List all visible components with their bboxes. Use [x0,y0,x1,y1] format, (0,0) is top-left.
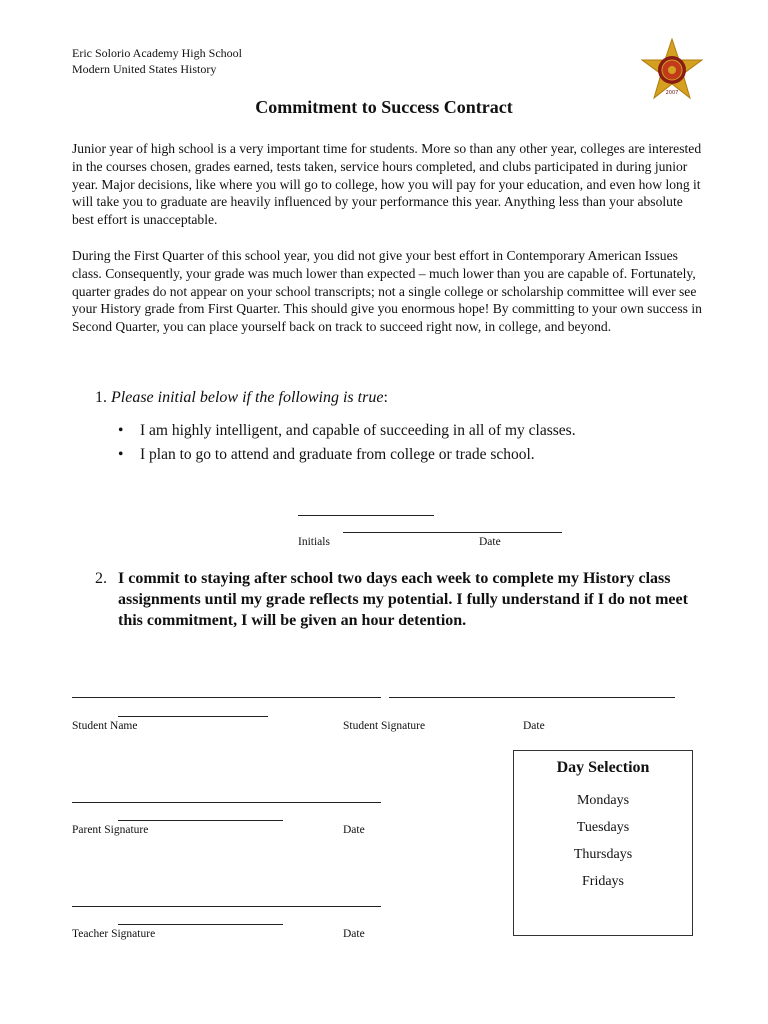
page-title: Commitment to Success Contract [255,97,513,117]
teacher-date-line[interactable] [118,924,283,925]
school-seal-logo [638,38,706,102]
bullet-item: • I am highly intelligent, and capable of succeeding in all of my classes. [118,419,576,443]
parent-date-label: Date [343,824,365,836]
school-name: Eric Solorio Academy High School [72,46,242,60]
day-selection-title: Day Selection [556,759,650,776]
item-2-text: I commit to staying after school two days each week to complete my History class assignments until my grade reflects my potential. I fully understand if I do not meet this commitment, I will be given an hour detention. [118,570,688,629]
header [72,45,242,77]
teacher-signature-line[interactable] [72,906,381,907]
item-2-number: 2. [95,570,107,587]
item-1-bullet-list [118,419,576,467]
bullet-item: • I plan to go to attend and graduate from college or trade school. [118,443,576,467]
day-option-tuesdays[interactable]: Tuesdays [576,820,630,835]
course-name: Modern United States History [72,62,217,76]
teacher-date-label: Date [343,928,365,940]
initials-date-line[interactable] [343,532,562,533]
intro-paragraph-1: Junior year of high school is a very important time for students. More so than any other year, colleges are interested in the courses chosen, grades earned, tests taken, service hours completed, and clubs participated in during junior year. Major decisions, like where you will go to college, how you will pay for your education, and even how long it will take you to graduate are heavily influenced by your performance this year. Anything less than your absolute best effort is unacceptable. [72,141,702,228]
student-date-label: Date [523,720,545,732]
teacher-signature-label: Teacher Signature [72,928,156,940]
day-option-mondays[interactable]: Mondays [576,793,630,808]
svg-text:2007: 2007 [665,90,679,96]
parent-signature-label: Parent Signature [72,824,149,836]
item-1-prompt: Please initial below if the following is true [111,389,384,406]
student-signature-label: Student Signature [343,720,426,732]
student-signature-line[interactable] [389,697,675,698]
parent-date-line[interactable] [118,820,283,821]
student-name-line[interactable] [72,697,381,698]
day-option-thursdays[interactable]: Thursdays [573,847,633,862]
item-2 [95,568,695,631]
student-name-label: Student Name [72,720,138,732]
parent-signature-line[interactable] [72,802,381,803]
item-1-heading [95,389,388,407]
initials-label: Initials [298,536,330,548]
student-date-line[interactable] [118,716,268,717]
day-option-fridays[interactable]: Fridays [582,874,624,889]
day-selection-box [513,750,693,936]
item-1-colon: : [383,389,388,406]
initials-date-label: Date [479,536,501,548]
initials-line[interactable] [298,515,434,516]
intro-paragraph-2: During the First Quarter of this school year, you did not give your best effort in Contemporary American Issues class. Consequently, your grade was much lower than expected – much lower than you are capable of. Fortunately, quarter grades do not appear on your school transcripts; not a single college or scholarship committee will ever see your History grade from First Quarter. This should give you enormous hope! By committing to your own success in Second Quarter, you can place yourself back on track to succeed right now, in college, and beyond. [72,248,702,335]
item-1-number: 1. [95,389,107,406]
